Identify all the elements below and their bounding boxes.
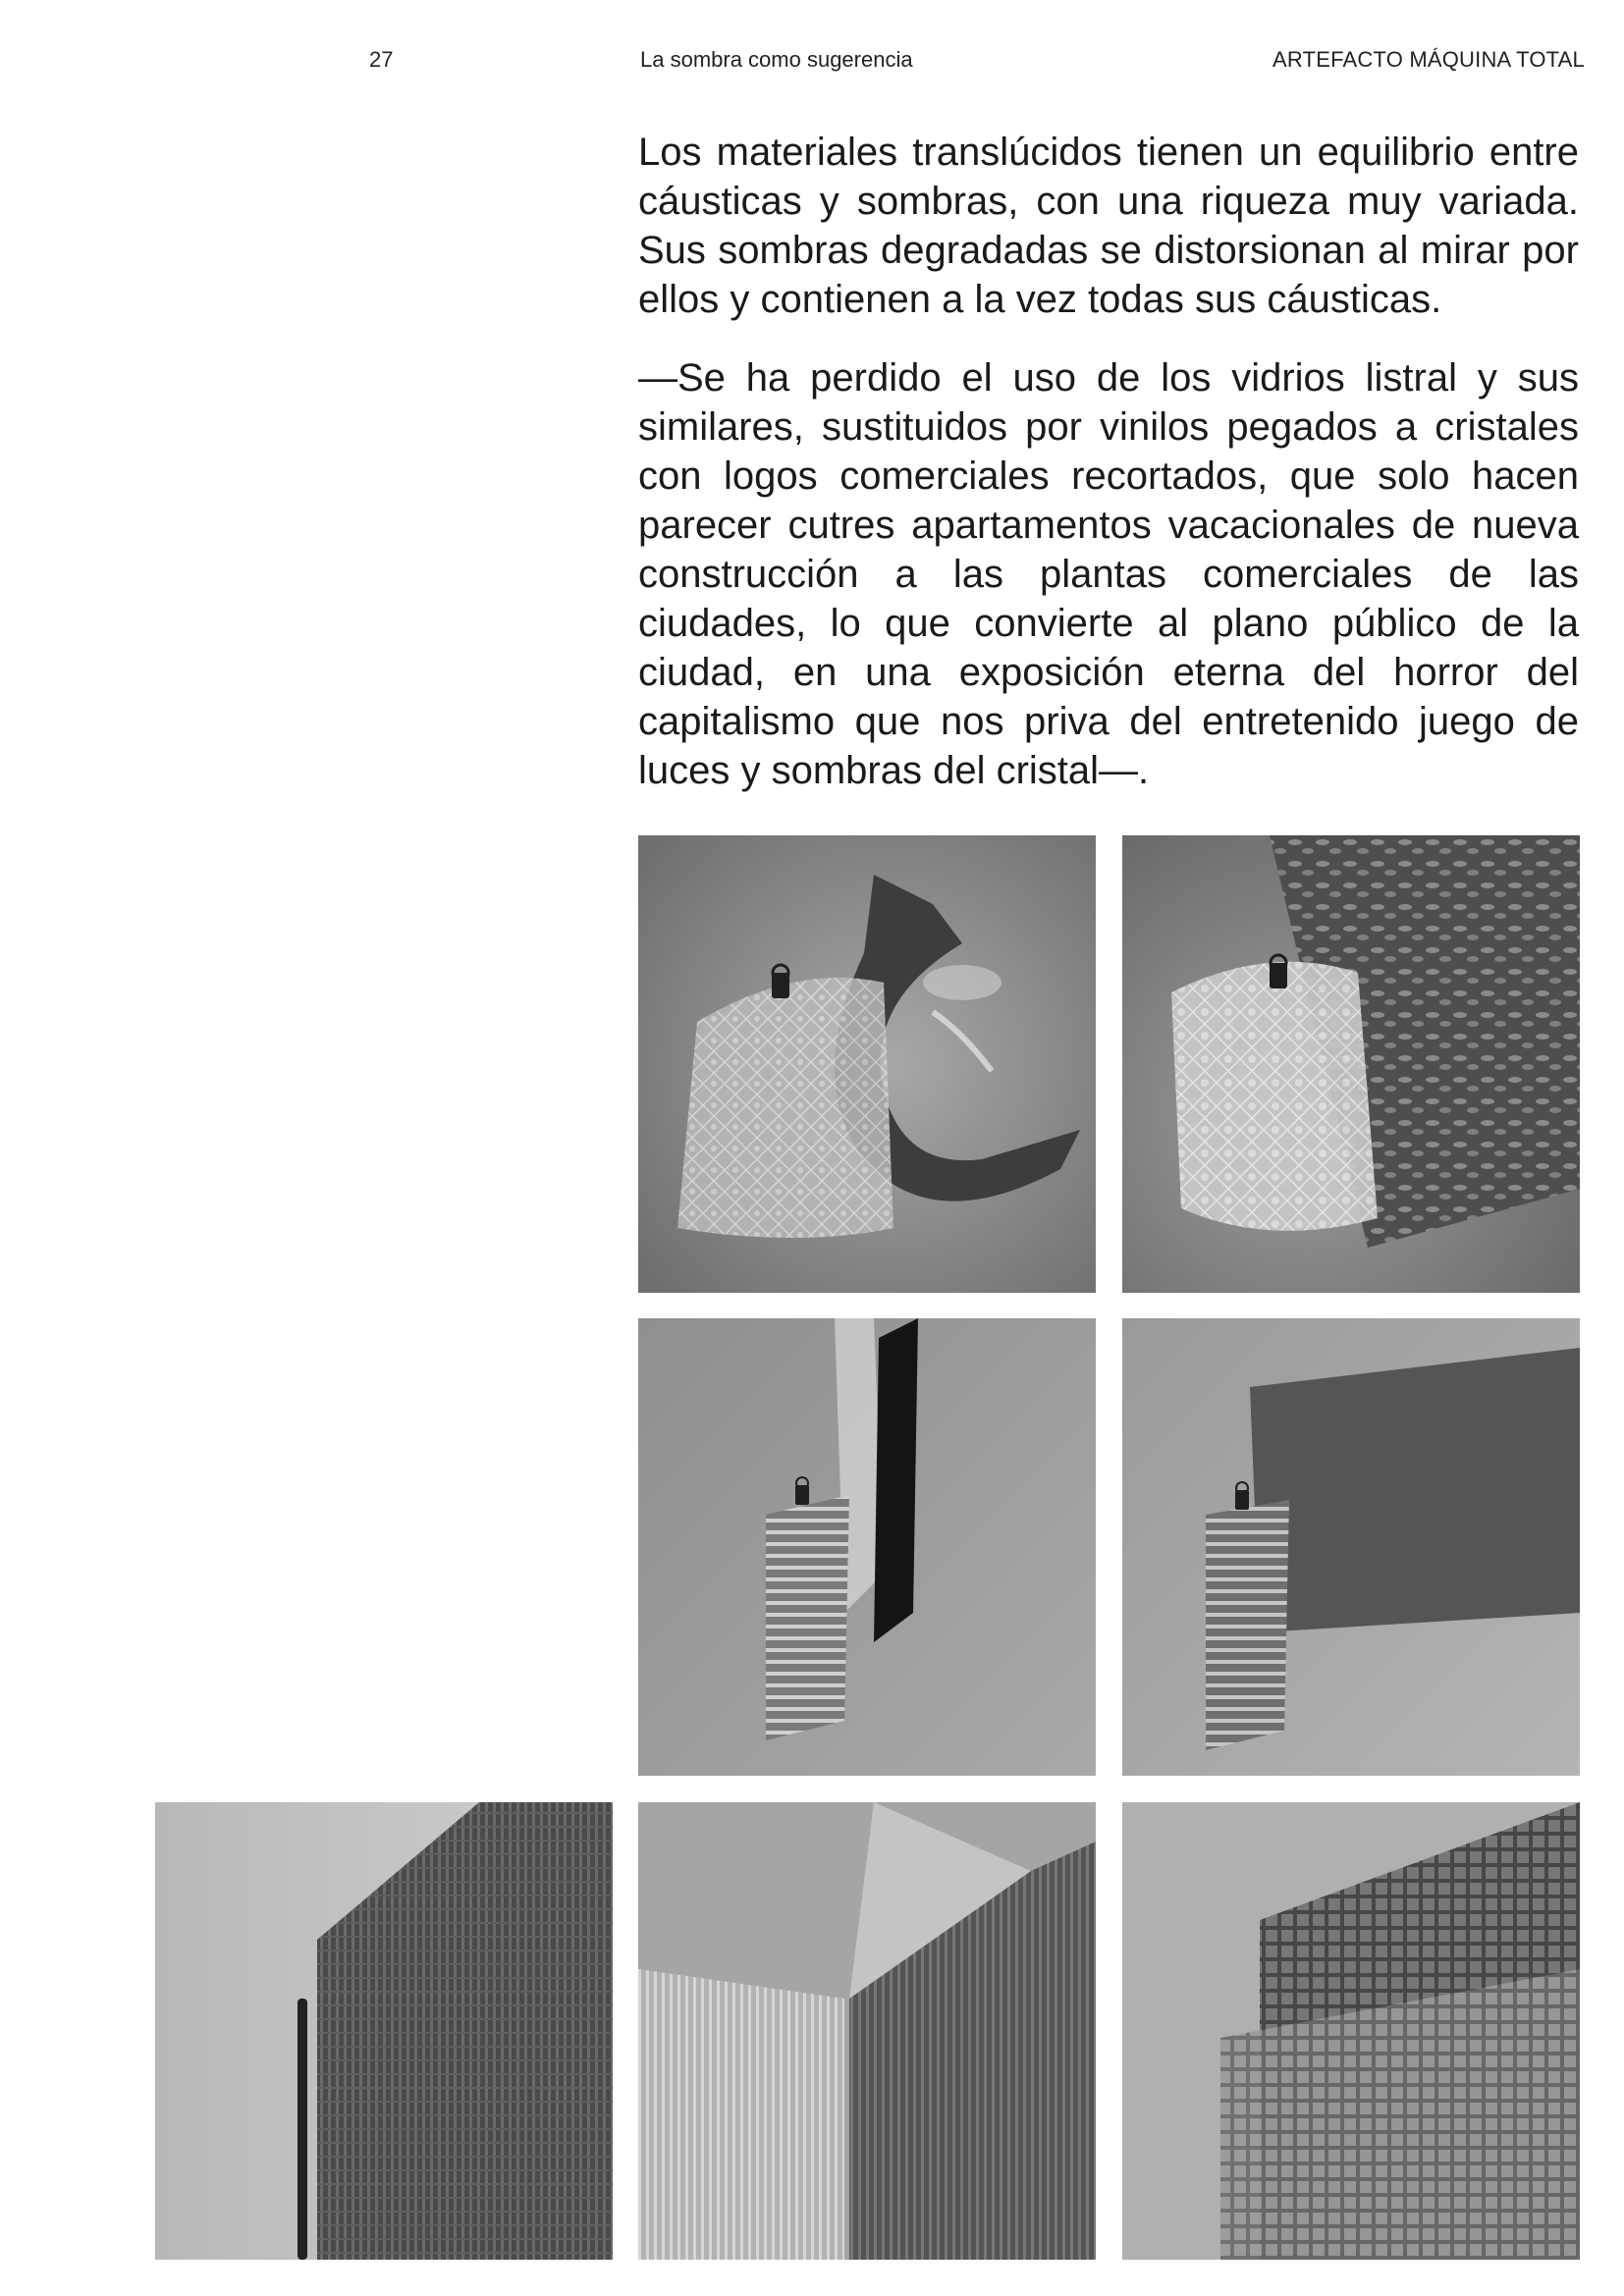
page-number: 27 bbox=[369, 47, 394, 72]
paragraph-1: Los materiales translúcidos tienen un equilibrio entre cáusticas y sombras, con una riqueza muy variada. Sus sombras degradadas se distorsionan al mirar por ellos y contienen a la vez todas sus cáusticas. bbox=[638, 131, 1579, 321]
photo-5-image bbox=[155, 1802, 613, 2260]
photo-5 bbox=[155, 1802, 613, 2260]
photo-3-image bbox=[638, 1318, 1096, 1776]
photo-3 bbox=[638, 1318, 1096, 1776]
body-text bbox=[638, 128, 1579, 825]
photo-6 bbox=[638, 1802, 1096, 2260]
photo-4-image bbox=[1122, 1318, 1580, 1776]
paragraph-2: —Se ha perdido el uso de los vidrios listral y sus similares, sustituidos por vinilos pegados a cristales con logos comerciales recortados, que solo hacen parecer cutres apartamentos vacacionales de nueva construcción a las plantas comerciales de las ciudades, lo que convierte al plano público de la ciudad, en una exposición eterna del horror del capitalismo que nos priva del entretenido juego de luces y sombras del cristal—. bbox=[638, 356, 1579, 792]
photo-2 bbox=[1122, 835, 1580, 1293]
photo-1 bbox=[638, 835, 1096, 1293]
photo-7 bbox=[1122, 1802, 1580, 2260]
photo-4 bbox=[1122, 1318, 1580, 1776]
section-title: La sombra como sugerencia bbox=[640, 47, 913, 72]
photo-2-image bbox=[1122, 835, 1580, 1293]
photo-7-image bbox=[1122, 1802, 1580, 2260]
photo-1-image bbox=[638, 835, 1096, 1293]
photo-6-image bbox=[638, 1802, 1096, 2260]
publication-title: ARTEFACTO MÁQUINA TOTAL bbox=[1272, 47, 1585, 72]
